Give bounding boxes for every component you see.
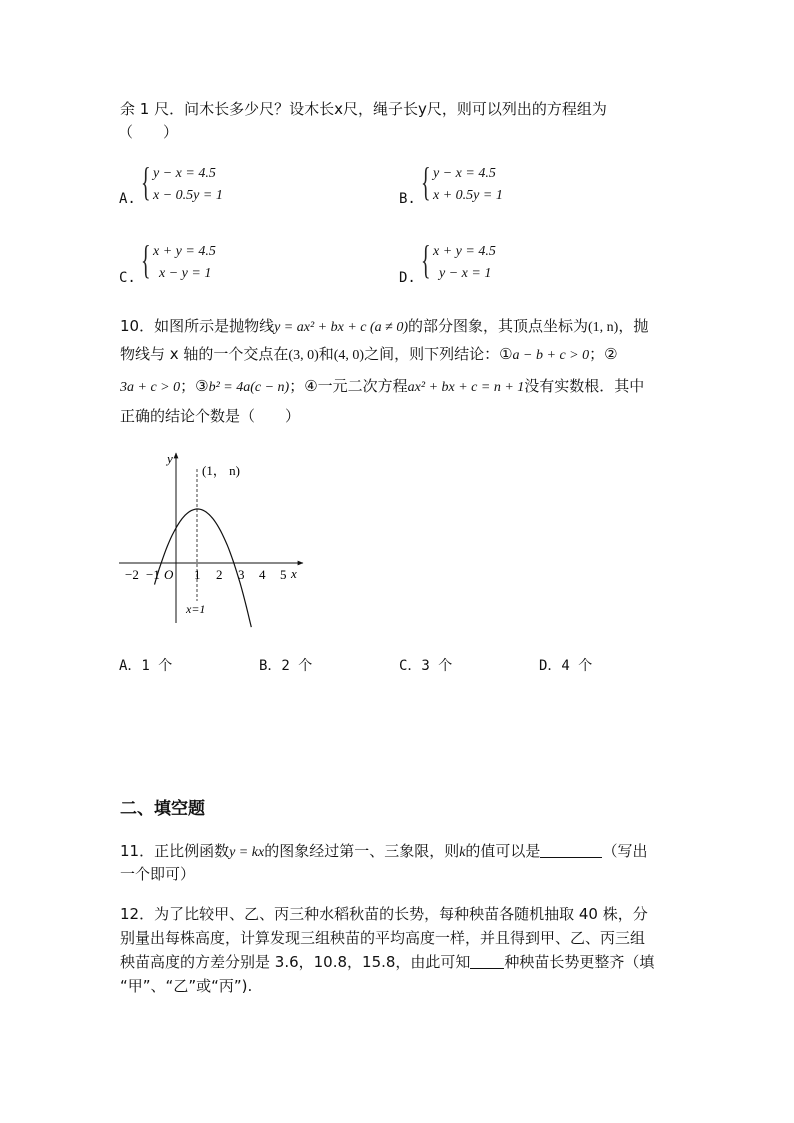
vertex-label: (1， n) bbox=[202, 463, 240, 478]
q9-option-b-label: B. bbox=[399, 191, 416, 207]
q12-line-3: 秧苗高度的方差分别是 3.6，10.8，15.8，由此可知 种秧苗长势更整齐（填 bbox=[120, 953, 655, 971]
answer-blank[interactable] bbox=[470, 954, 504, 969]
section-heading: 二、填空题 bbox=[120, 799, 205, 819]
q9-text: 余 1 尺．问木长多少尺？设木长x尺，绳子长y尺，则可以列出的方程组为 bbox=[120, 100, 607, 118]
parabola-equation: y = ax² + bx + c (a ≠ 0) bbox=[274, 320, 408, 335]
system-brace: { bbox=[421, 237, 431, 282]
system-brace: { bbox=[421, 159, 431, 204]
origin-label: O bbox=[164, 567, 174, 582]
q10-option-b: B．2 个 bbox=[259, 658, 313, 674]
q9-option-d-system bbox=[433, 241, 496, 285]
q10-option-a: A．1 个 bbox=[119, 658, 173, 674]
q10-line-2: 物线与 x 轴的一个交点在(3, 0)和(4, 0)之间，则下列结论：①a − b + c > 0；② bbox=[120, 345, 618, 363]
conclusion-4: ax² + bx + c = n + 1 bbox=[407, 380, 525, 395]
q12-line-2: 别量出每株高度，计算发现三组秧苗的平均高度一样，并且得到甲、乙、丙三组 bbox=[120, 929, 646, 947]
equation: x + y = 4.5 bbox=[433, 244, 496, 259]
q11-line-1: 11．正比例函数y = kx的图象经过第一、三象限，则k的值可以是 （写出 bbox=[120, 842, 648, 860]
q10-option-c: C．3 个 bbox=[399, 658, 453, 674]
x-axis-label: x bbox=[291, 566, 297, 581]
x-tick-label: 5 bbox=[280, 567, 287, 582]
q10-line-3: 3a + c > 0；③b² = 4a(c − n)；④一元二次方程ax² + bx + c = n + 1没有实数根．其中 bbox=[120, 377, 645, 395]
q10-line-1: 10．如图所示是抛物线y = ax² + bx + c (a ≠ 0)的部分图象，其顶点坐标为(1, n)，抛 bbox=[120, 317, 649, 335]
q11-line-2: 一个即可） bbox=[120, 865, 196, 883]
x-tick-label: 1 bbox=[194, 567, 201, 582]
q10-line-4: 正确的结论个数是（ ） bbox=[120, 407, 301, 425]
system-brace: { bbox=[141, 159, 151, 204]
q12-line-1: 12．为了比较甲、乙、丙三种水稻秋苗的长势，每种秧苗各随机抽取 40 株，分 bbox=[120, 905, 648, 923]
q9-option-d-label: D. bbox=[399, 270, 416, 286]
conclusion-2: 3a + c > 0 bbox=[120, 380, 181, 395]
q9-option-a-system bbox=[153, 163, 223, 207]
conclusion-3: b² = 4a(c − n) bbox=[208, 380, 290, 395]
vertex-coordinate: (1, n) bbox=[588, 320, 619, 335]
equation: y − x = 4.5 bbox=[153, 166, 216, 181]
y-axis-label: y bbox=[167, 451, 173, 466]
q10-option-d: D．4 个 bbox=[539, 658, 593, 674]
q12-line-4: “甲”、“乙”或“丙”). bbox=[120, 977, 253, 995]
equation: y − x = 4.5 bbox=[433, 166, 496, 181]
equation: x − 0.5y = 1 bbox=[153, 188, 223, 203]
q9-paren: （ ） bbox=[118, 123, 179, 141]
x-tick-label: 4 bbox=[259, 567, 266, 582]
x-tick-label: 2 bbox=[216, 567, 223, 582]
q9-option-c-system bbox=[153, 241, 216, 285]
equation: x − y = 1 bbox=[159, 266, 212, 281]
equation: y − x = 1 bbox=[439, 266, 492, 281]
equation: x + 0.5y = 1 bbox=[433, 188, 503, 203]
x-tick-label: 3 bbox=[238, 567, 245, 582]
q9-option-c-label: C. bbox=[119, 270, 136, 286]
q9-option-b-system bbox=[433, 163, 503, 207]
system-brace: { bbox=[141, 237, 151, 282]
parabola-graph bbox=[115, 445, 315, 630]
x-tick-label: −1 bbox=[146, 567, 160, 582]
conclusion-1: a − b + c > 0 bbox=[512, 348, 590, 363]
answer-blank[interactable] bbox=[540, 843, 602, 858]
symmetry-axis-label: x=1 bbox=[186, 602, 206, 616]
q9-option-a-label: A. bbox=[119, 191, 136, 207]
proportional-function: y = kx bbox=[229, 845, 265, 860]
equation: x + y = 4.5 bbox=[153, 244, 216, 259]
x-tick-label: −2 bbox=[125, 567, 139, 582]
